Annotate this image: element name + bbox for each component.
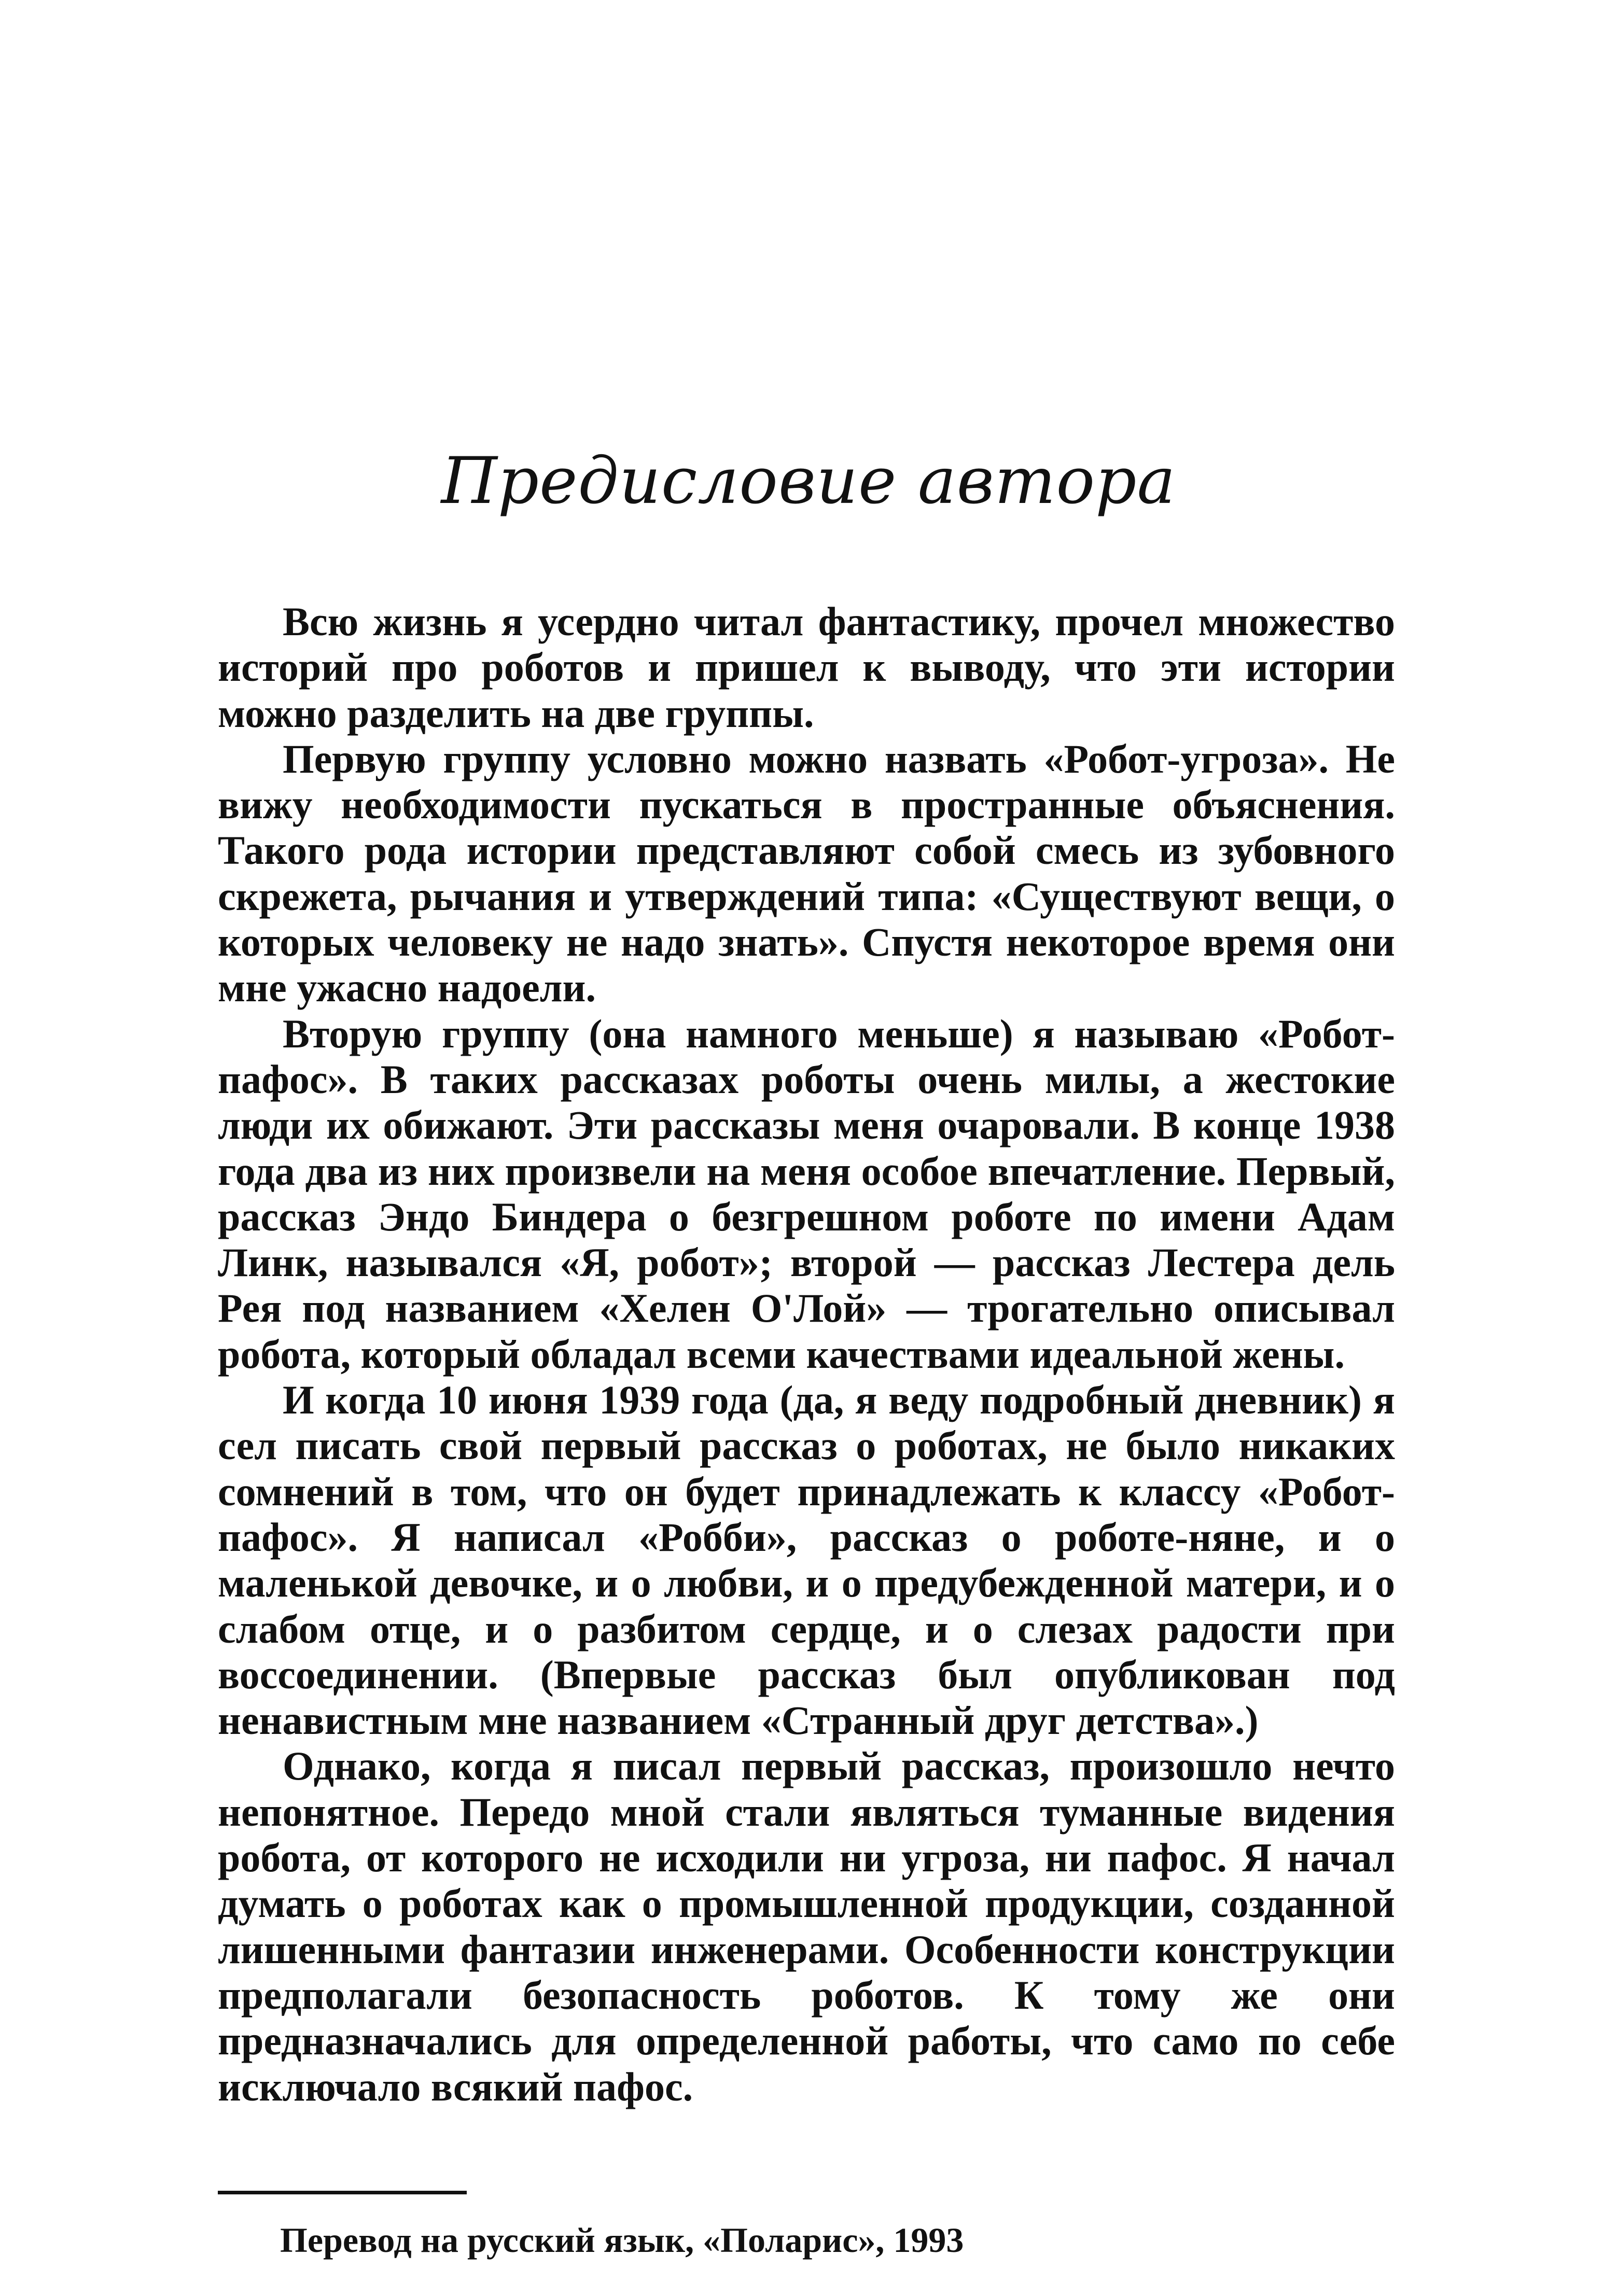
body-text	[218, 599, 1395, 2110]
footnote: Перевод на русский язык, «Поларис», 1993	[280, 2220, 964, 2260]
paragraph: Однако, когда я писал первый рассказ, произошло нечто непонятное. Передо мной стали являться туманные видения робота, от которого не исходили ни угроза, ни пафос. Я начал думать о роботах как о промышленной продукции, созданной лишенными фантазии инженерами. Особенности конструкции предполагали безопасность роботов. К тому же они предназначались для определенной работы, что само по себе исключало всякий пафос.	[218, 1743, 1395, 2109]
paragraph: Первую группу условно можно назвать «Робот-угроза». Не вижу необходимости пускаться в пространные объяснения. Такого рода истории представляют собой смесь из зубовного скрежета, рычания и утверждений типа: «Существуют вещи, о которых человеку не надо знать». Спустя некоторое время они мне ужасно надоели.	[218, 736, 1395, 1011]
footnote-divider	[218, 2191, 467, 2194]
paragraph: И когда 10 июня 1939 года (да, я веду подробный дневник) я сел писать свой первый рассказ о роботах, не было никаких сомнений в том, что он будет принадлежать к классу «Робот-пафос». Я написал «Робби», рассказ о роботе-няне, и о маленькой девочке, и о любви, и о предубежденной матери, и о слабом отце, и о разбитом сердце, и о слезах радости при воссоединении. (Впервые рассказ был опубликован под ненавистным мне названием «Странный друг детства».)	[218, 1377, 1395, 1743]
chapter-title: Предисловие автора	[441, 444, 1176, 519]
paragraph: Всю жизнь я усердно читал фантастику, прочел множество историй про роботов и пришел к выводу, что эти истории можно разделить на две группы.	[218, 599, 1395, 736]
paragraph: Вторую группу (она намного меньше) я называю «Робот-пафос». В таких рассказах роботы очень милы, а жестокие люди их обижают. Эти рассказы меня очаровали. В конце 1938 года два из них произвели на меня особое впечатление. Первый, рассказ Эндо Биндера о безгрешном роботе по имени Адам Линк, назывался «Я, робот»; второй — рассказ Лестера дель Рея под названием «Хелен О'Лой» — трогательно описывал робота, который обладал всеми качествами идеальной жены.	[218, 1011, 1395, 1377]
